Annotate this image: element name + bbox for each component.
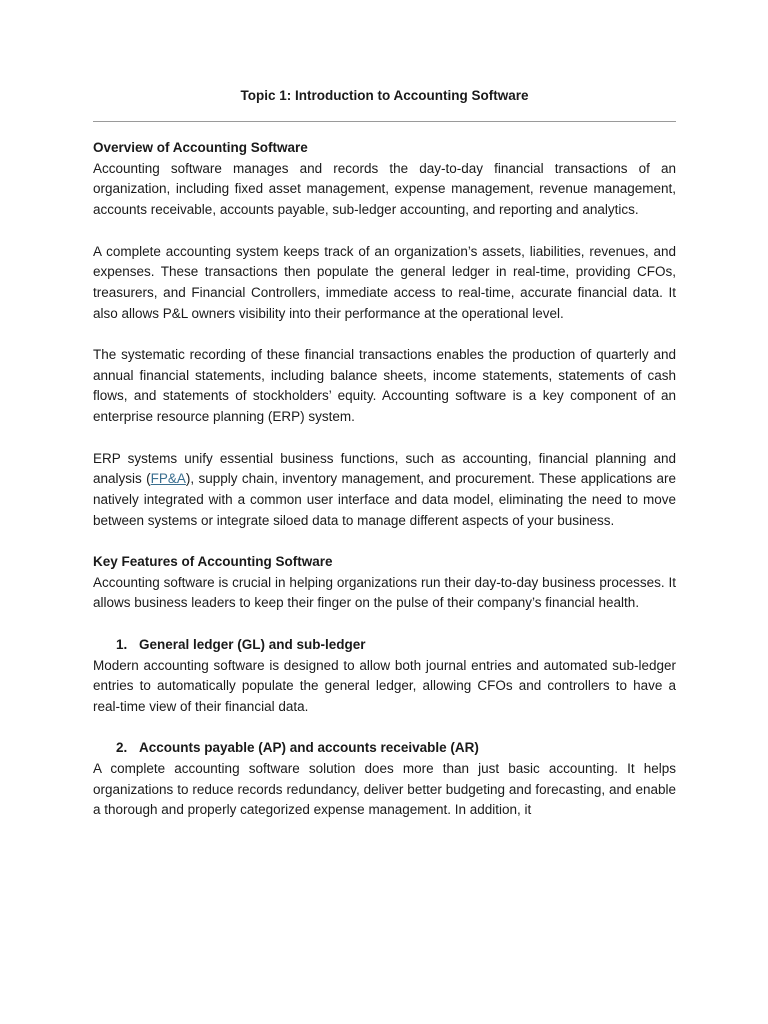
section-heading-overview: Overview of Accounting Software [93, 140, 308, 155]
paragraph-overview-1: Accounting software manages and records the day-to-day financial transactions of an organization, including fixed asset management, expense management, revenue management, accounts receivable, accounts payable, sub-ledger accounting, and reporting and analytics. [93, 160, 676, 218]
paragraph-gap [93, 614, 676, 635]
list-item-text: Modern accounting software is designed to allow both journal entries and automated sub-ledger entries to automatically populate the general ledger, allowing CFOs and controllers to have a real-time view of their financial data. [93, 657, 676, 714]
title-divider [93, 121, 676, 122]
paragraph-gap [93, 428, 676, 449]
list-item-heading [93, 738, 676, 759]
paragraph-text: ), supply chain, inventory management, and procurement. These applications are natively integrated with a common user interface and data model, eliminating the need to move between systems or integrate siloed data to manage different aspects of your business. [93, 471, 676, 528]
section-heading-key-features: Key Features of Accounting Software [93, 554, 333, 569]
paragraph-text: ERP systems unify essential business functions, such as accounting, financial planning and analysis ( [93, 450, 676, 487]
paragraph-overview-2: A complete accounting system keeps track of an organization’s assets, liabilities, revenues, and expenses. These transactions then populate the general ledger in real-time, providing CFOs, treasurers, and Financial Controllers, immediate access to real-time, accurate financial data. It also allows P&L owners visibility into their performance at the operational level. [93, 243, 676, 321]
list-number: 2. [116, 740, 128, 756]
list-heading-text: Accounts payable (AP) and accounts receivable (AR) [139, 740, 479, 756]
paragraph-gap [93, 324, 676, 345]
list-item-text: A complete accounting software solution does more than just basic accounting. It helps organizations to reduce records redundancy, deliver better budgeting and forecasting, and enable a thorough and properly categorized expense management. In addition, it [93, 761, 676, 818]
list-number: 1. [116, 636, 128, 652]
list-item-heading [93, 635, 676, 656]
page-title: Topic 1: Introduction to Accounting Software [240, 88, 529, 103]
paragraph-gap [93, 718, 676, 739]
paragraph-overview-3: The systematic recording of these financial transactions enables the production of quarterly and annual financial statements, including balance sheets, income statements, statements of cash flows, and statements of stockholders’ equity. Accounting software is a key component of an enterprise resource planning (ERP) system. [93, 347, 676, 425]
paragraph-key-features-1: Accounting software is crucial in helping organizations run their day-to-day business processes. It allows business leaders to keep their finger on the pulse of their company’s financial health. [93, 574, 676, 611]
paragraph-overview-4 [93, 449, 676, 532]
paragraph-gap [93, 221, 676, 242]
list-heading-text: General ledger (GL) and sub-ledger [139, 636, 366, 652]
fpa-link[interactable]: FP&A [150, 471, 186, 487]
document-page [93, 86, 676, 821]
